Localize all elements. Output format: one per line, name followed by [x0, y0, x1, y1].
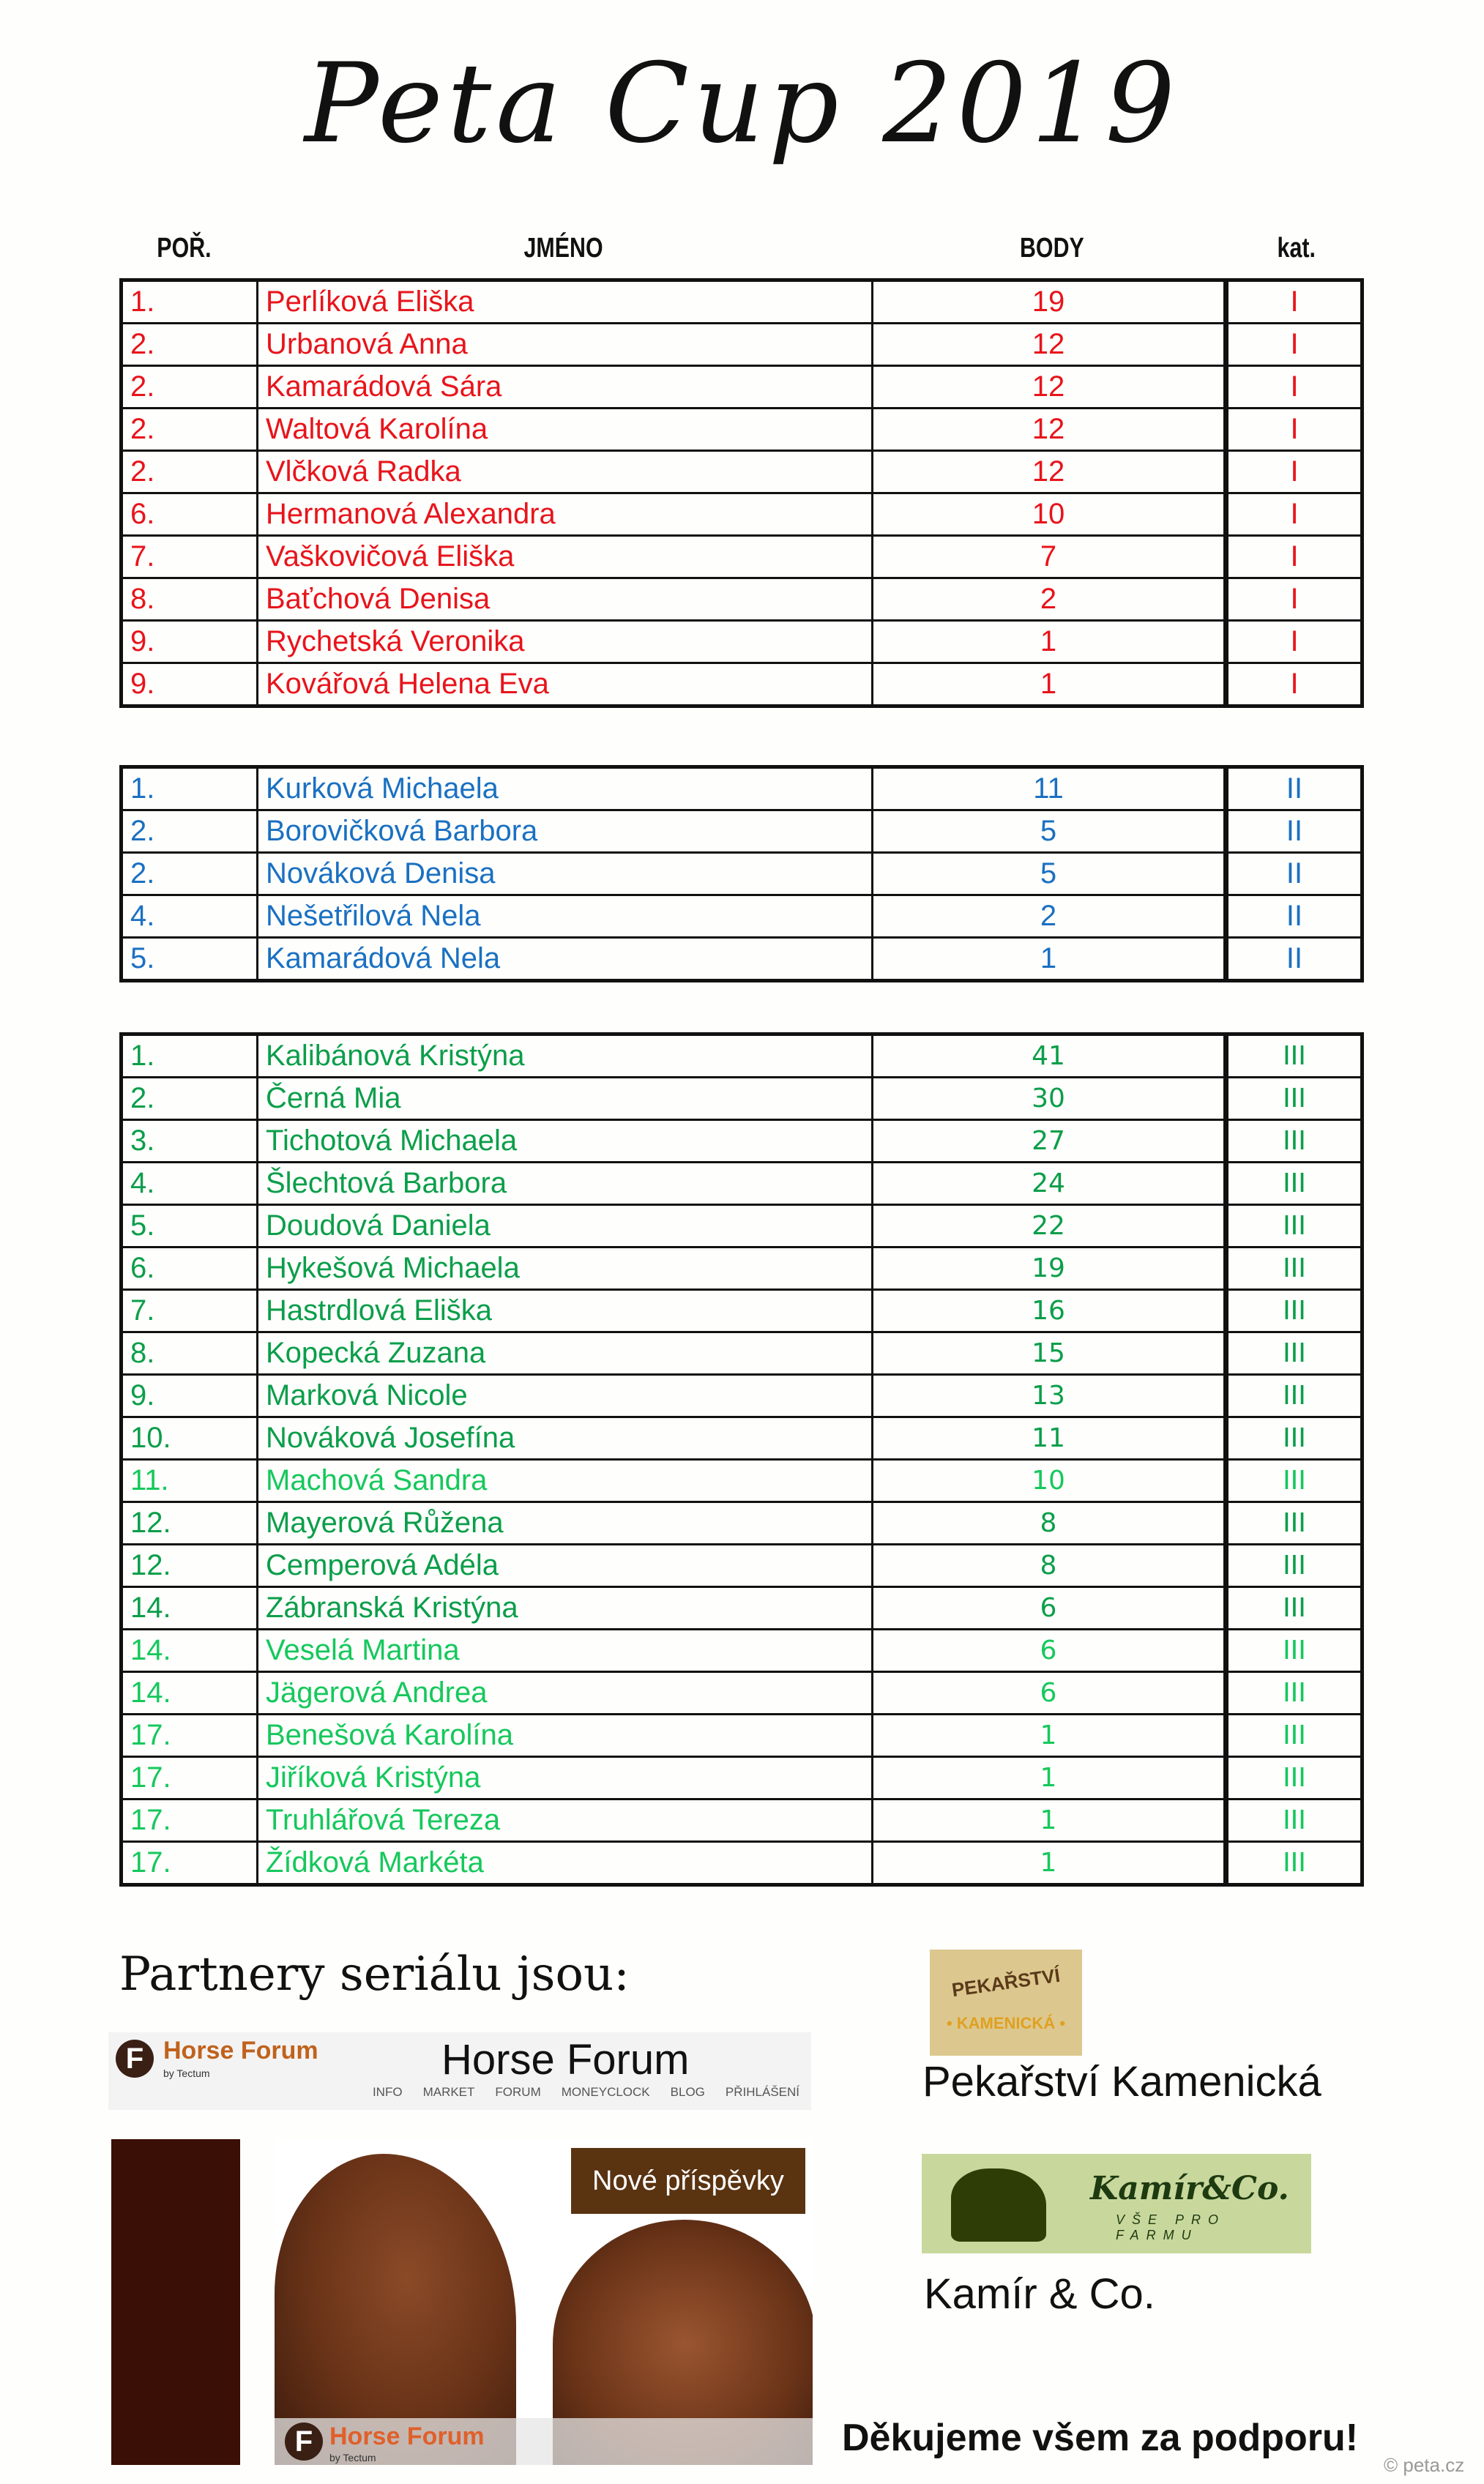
name-cell: Baťchová Denisa: [258, 578, 873, 621]
points-cell: 8: [873, 1502, 1226, 1545]
table-row: [122, 810, 1362, 853]
horse-forum-nav: [373, 2085, 799, 2100]
rank-cell: 8.: [122, 1332, 258, 1375]
table-row: [122, 1757, 1362, 1799]
rank-cell: 2.: [122, 366, 258, 409]
name-cell: Benešová Karolína: [258, 1715, 873, 1757]
table-row: [122, 1587, 1362, 1630]
points-cell: 1: [873, 621, 1226, 663]
table-row: [122, 1205, 1362, 1247]
rank-cell: 1.: [122, 767, 258, 810]
name-cell: Nováková Denisa: [258, 853, 873, 895]
table-row: [122, 1120, 1362, 1163]
category-cell: II: [1226, 895, 1362, 938]
rank-cell: 4.: [122, 895, 258, 938]
table-row: [122, 938, 1362, 981]
name-cell: Nováková Josefína: [258, 1417, 873, 1460]
kamir-logo: [922, 2154, 1311, 2253]
header-points: BODY: [1019, 233, 1084, 264]
pekarstvi-logo-subtext: • KAMENICKÁ •: [946, 2014, 1066, 2032]
category-cell: III: [1226, 1842, 1362, 1885]
rank-cell: 5.: [122, 938, 258, 981]
name-cell: Kopecká Zuzana: [258, 1332, 873, 1375]
category-cell: III: [1226, 1757, 1362, 1799]
table-row: [122, 1417, 1362, 1460]
category-cell: III: [1226, 1163, 1362, 1205]
points-cell: 24: [873, 1163, 1226, 1205]
nav-market[interactable]: MARKET: [422, 2085, 475, 2099]
points-cell: 41: [873, 1034, 1226, 1078]
rank-cell: 2.: [122, 1078, 258, 1120]
name-cell: Mayerová Růžena: [258, 1502, 873, 1545]
name-cell: Jägerová Andrea: [258, 1672, 873, 1715]
rank-cell: 10.: [122, 1417, 258, 1460]
name-cell: Vaškovičová Eliška: [258, 536, 873, 578]
name-cell: Perlíková Eliška: [258, 280, 873, 324]
nav-login[interactable]: PŘIHLÁŠENÍ: [725, 2085, 799, 2099]
table-row: [122, 1034, 1362, 1078]
pekarstvi-logo: [930, 1950, 1082, 2056]
category-cell: I: [1226, 621, 1362, 663]
rank-cell: 8.: [122, 578, 258, 621]
category-cell: I: [1226, 578, 1362, 621]
points-cell: 12: [873, 366, 1226, 409]
table-row: [122, 280, 1362, 324]
rank-cell: 9.: [122, 1375, 258, 1417]
category-cell: III: [1226, 1205, 1362, 1247]
table-row: [122, 895, 1362, 938]
horse-forum-logo-icon: F: [285, 2423, 323, 2461]
points-cell: 1: [873, 1715, 1226, 1757]
category-cell: II: [1226, 767, 1362, 810]
name-cell: Kalibánová Kristýna: [258, 1034, 873, 1078]
table-row: [122, 1630, 1362, 1672]
points-cell: 22: [873, 1205, 1226, 1247]
rank-cell: 17.: [122, 1715, 258, 1757]
points-cell: 12: [873, 409, 1226, 451]
name-cell: Kamarádová Sára: [258, 366, 873, 409]
name-cell: Cemperová Adéla: [258, 1545, 873, 1587]
table-row: [122, 1078, 1362, 1120]
name-cell: Kamarádová Nela: [258, 938, 873, 981]
category-cell: III: [1226, 1247, 1362, 1290]
category-cell: II: [1226, 853, 1362, 895]
table-row: [122, 663, 1362, 706]
table-row: [122, 1672, 1362, 1715]
results-table-category-2: [119, 765, 1364, 982]
rank-cell: 17.: [122, 1799, 258, 1842]
points-cell: 12: [873, 324, 1226, 366]
category-cell: III: [1226, 1460, 1362, 1502]
category-cell: I: [1226, 366, 1362, 409]
name-cell: Vlčková Radka: [258, 451, 873, 493]
name-cell: Waltová Karolína: [258, 409, 873, 451]
horse-forum-banner[interactable]: [108, 2032, 811, 2110]
results-table-category-3: [119, 1032, 1364, 1887]
table-row: [122, 1715, 1362, 1757]
points-cell: 13: [873, 1375, 1226, 1417]
pekarstvi-name: Pekařství Kamenická: [922, 2058, 1321, 2106]
name-cell: Machová Sandra: [258, 1460, 873, 1502]
category-cell: I: [1226, 324, 1362, 366]
points-cell: 11: [873, 767, 1226, 810]
category-cell: III: [1226, 1332, 1362, 1375]
rank-cell: 4.: [122, 1163, 258, 1205]
watermark: © peta.cz: [1384, 2454, 1465, 2476]
table-row: [122, 451, 1362, 493]
category-cell: II: [1226, 938, 1362, 981]
rank-cell: 6.: [122, 1247, 258, 1290]
name-cell: Kovářová Helena Eva: [258, 663, 873, 706]
nav-forum[interactable]: FORUM: [495, 2085, 541, 2099]
partners-heading: Partnery seriálu jsou:: [119, 1947, 630, 2002]
name-cell: Šlechtová Barbora: [258, 1163, 873, 1205]
name-cell: Borovičková Barbora: [258, 810, 873, 853]
kamir-name: Kamír & Co.: [924, 2270, 1155, 2318]
table-row: [122, 1290, 1362, 1332]
category-cell: III: [1226, 1290, 1362, 1332]
table-row: [122, 366, 1362, 409]
rank-cell: 14.: [122, 1672, 258, 1715]
thanks-text: Děkujeme všem za podporu!: [842, 2417, 1359, 2459]
table-row: [122, 409, 1362, 451]
table-row: [122, 1502, 1362, 1545]
horse-forum-by: by Tectum: [329, 2452, 376, 2464]
category-cell: III: [1226, 1799, 1362, 1842]
nav-moneyclock[interactable]: MONEYCLOCK: [561, 2085, 650, 2099]
table-row: [122, 578, 1362, 621]
points-cell: 1: [873, 663, 1226, 706]
table-row: [122, 1163, 1362, 1205]
points-cell: 19: [873, 280, 1226, 324]
name-cell: Tichotová Michaela: [258, 1120, 873, 1163]
points-cell: 6: [873, 1587, 1226, 1630]
points-cell: 11: [873, 1417, 1226, 1460]
horse-silhouette-icon: [951, 2168, 1046, 2242]
horse-forum-sidebar: [111, 2139, 240, 2465]
category-cell: II: [1226, 810, 1362, 853]
pekarstvi-logo-text: PEKAŘSTVÍ: [950, 1963, 1062, 2002]
category-cell: I: [1226, 451, 1362, 493]
horse-forum-photo: [275, 2139, 813, 2465]
rank-cell: 2.: [122, 810, 258, 853]
points-cell: 19: [873, 1247, 1226, 1290]
table-row: [122, 1247, 1362, 1290]
points-cell: 16: [873, 1290, 1226, 1332]
rank-cell: 14.: [122, 1630, 258, 1672]
points-cell: 5: [873, 853, 1226, 895]
points-cell: 2: [873, 895, 1226, 938]
horse-forum-logo-icon: F: [116, 2040, 154, 2078]
rank-cell: 17.: [122, 1757, 258, 1799]
name-cell: Zábranská Kristýna: [258, 1587, 873, 1630]
rank-cell: 2.: [122, 409, 258, 451]
page-title: Peta Cup 2019: [304, 40, 1180, 168]
category-cell: III: [1226, 1545, 1362, 1587]
category-cell: III: [1226, 1715, 1362, 1757]
table-row: [122, 324, 1362, 366]
category-cell: I: [1226, 280, 1362, 324]
name-cell: Žídková Markéta: [258, 1842, 873, 1885]
rank-cell: 12.: [122, 1545, 258, 1587]
name-cell: Urbanová Anna: [258, 324, 873, 366]
category-cell: III: [1226, 1034, 1362, 1078]
rank-cell: 9.: [122, 621, 258, 663]
points-cell: 7: [873, 536, 1226, 578]
rank-cell: 17.: [122, 1842, 258, 1885]
category-cell: I: [1226, 409, 1362, 451]
category-cell: III: [1226, 1078, 1362, 1120]
rank-cell: 11.: [122, 1460, 258, 1502]
nav-info[interactable]: INFO: [372, 2085, 403, 2099]
rank-cell: 1.: [122, 280, 258, 324]
name-cell: Nešetřilová Nela: [258, 895, 873, 938]
name-cell: Doudová Daniela: [258, 1205, 873, 1247]
rank-cell: 3.: [122, 1120, 258, 1163]
name-cell: Truhlářová Tereza: [258, 1799, 873, 1842]
rank-cell: 9.: [122, 663, 258, 706]
points-cell: 15: [873, 1332, 1226, 1375]
category-cell: I: [1226, 663, 1362, 706]
kamir-logo-brand: Kamír&Co.: [1090, 2170, 1289, 2207]
table-row: [122, 1332, 1362, 1375]
rank-cell: 7.: [122, 1290, 258, 1332]
points-cell: 10: [873, 1460, 1226, 1502]
rank-cell: 12.: [122, 1502, 258, 1545]
points-cell: 1: [873, 1799, 1226, 1842]
table-row: [122, 1545, 1362, 1587]
rank-cell: 5.: [122, 1205, 258, 1247]
points-cell: 8: [873, 1545, 1226, 1587]
header-category: kat.: [1277, 233, 1316, 264]
horse-forum-title: Horse Forum: [441, 2036, 690, 2084]
horse-forum-brand: Horse Forum: [163, 2037, 318, 2065]
table-row: [122, 621, 1362, 663]
points-cell: 1: [873, 938, 1226, 981]
horse-forum-by: by Tectum: [163, 2067, 210, 2079]
results-table-category-1: [119, 278, 1364, 708]
category-cell: III: [1226, 1375, 1362, 1417]
category-cell: III: [1226, 1502, 1362, 1545]
category-cell: I: [1226, 536, 1362, 578]
table-row: [122, 1460, 1362, 1502]
header-name: JMÉNO: [523, 233, 603, 264]
category-cell: I: [1226, 493, 1362, 536]
category-cell: III: [1226, 1672, 1362, 1715]
name-cell: Hykešová Michaela: [258, 1247, 873, 1290]
points-cell: 27: [873, 1120, 1226, 1163]
name-cell: Černá Mia: [258, 1078, 873, 1120]
name-cell: Kurková Michaela: [258, 767, 873, 810]
name-cell: Jiříková Kristýna: [258, 1757, 873, 1799]
table-row: [122, 1799, 1362, 1842]
kamir-logo-sub: VŠE PRO FARMU: [1116, 2212, 1226, 2242]
name-cell: Hermanová Alexandra: [258, 493, 873, 536]
name-cell: Marková Nicole: [258, 1375, 873, 1417]
category-cell: III: [1226, 1417, 1362, 1460]
table-row: [122, 536, 1362, 578]
table-row: [122, 767, 1362, 810]
name-cell: Veselá Martina: [258, 1630, 873, 1672]
category-cell: III: [1226, 1120, 1362, 1163]
category-cell: III: [1226, 1587, 1362, 1630]
rank-cell: 2.: [122, 324, 258, 366]
new-posts-button[interactable]: Nové příspěvky: [571, 2148, 805, 2214]
header-rank: POŘ.: [157, 233, 212, 264]
points-cell: 6: [873, 1630, 1226, 1672]
horse-forum-footer-logo: [275, 2418, 813, 2465]
rank-cell: 2.: [122, 451, 258, 493]
horse-forum-brand: Horse Forum: [329, 2423, 485, 2450]
table-row: [122, 853, 1362, 895]
points-cell: 12: [873, 451, 1226, 493]
points-cell: 5: [873, 810, 1226, 853]
points-cell: 2: [873, 578, 1226, 621]
points-cell: 1: [873, 1842, 1226, 1885]
points-cell: 1: [873, 1757, 1226, 1799]
table-row: [122, 1842, 1362, 1885]
rank-cell: 2.: [122, 853, 258, 895]
nav-blog[interactable]: BLOG: [670, 2085, 705, 2099]
name-cell: Hastrdlová Eliška: [258, 1290, 873, 1332]
rank-cell: 6.: [122, 493, 258, 536]
rank-cell: 14.: [122, 1587, 258, 1630]
table-row: [122, 493, 1362, 536]
category-cell: III: [1226, 1630, 1362, 1672]
table-row: [122, 1375, 1362, 1417]
points-cell: 6: [873, 1672, 1226, 1715]
points-cell: 10: [873, 493, 1226, 536]
rank-cell: 1.: [122, 1034, 258, 1078]
name-cell: Rychetská Veronika: [258, 621, 873, 663]
rank-cell: 7.: [122, 536, 258, 578]
points-cell: 30: [873, 1078, 1226, 1120]
